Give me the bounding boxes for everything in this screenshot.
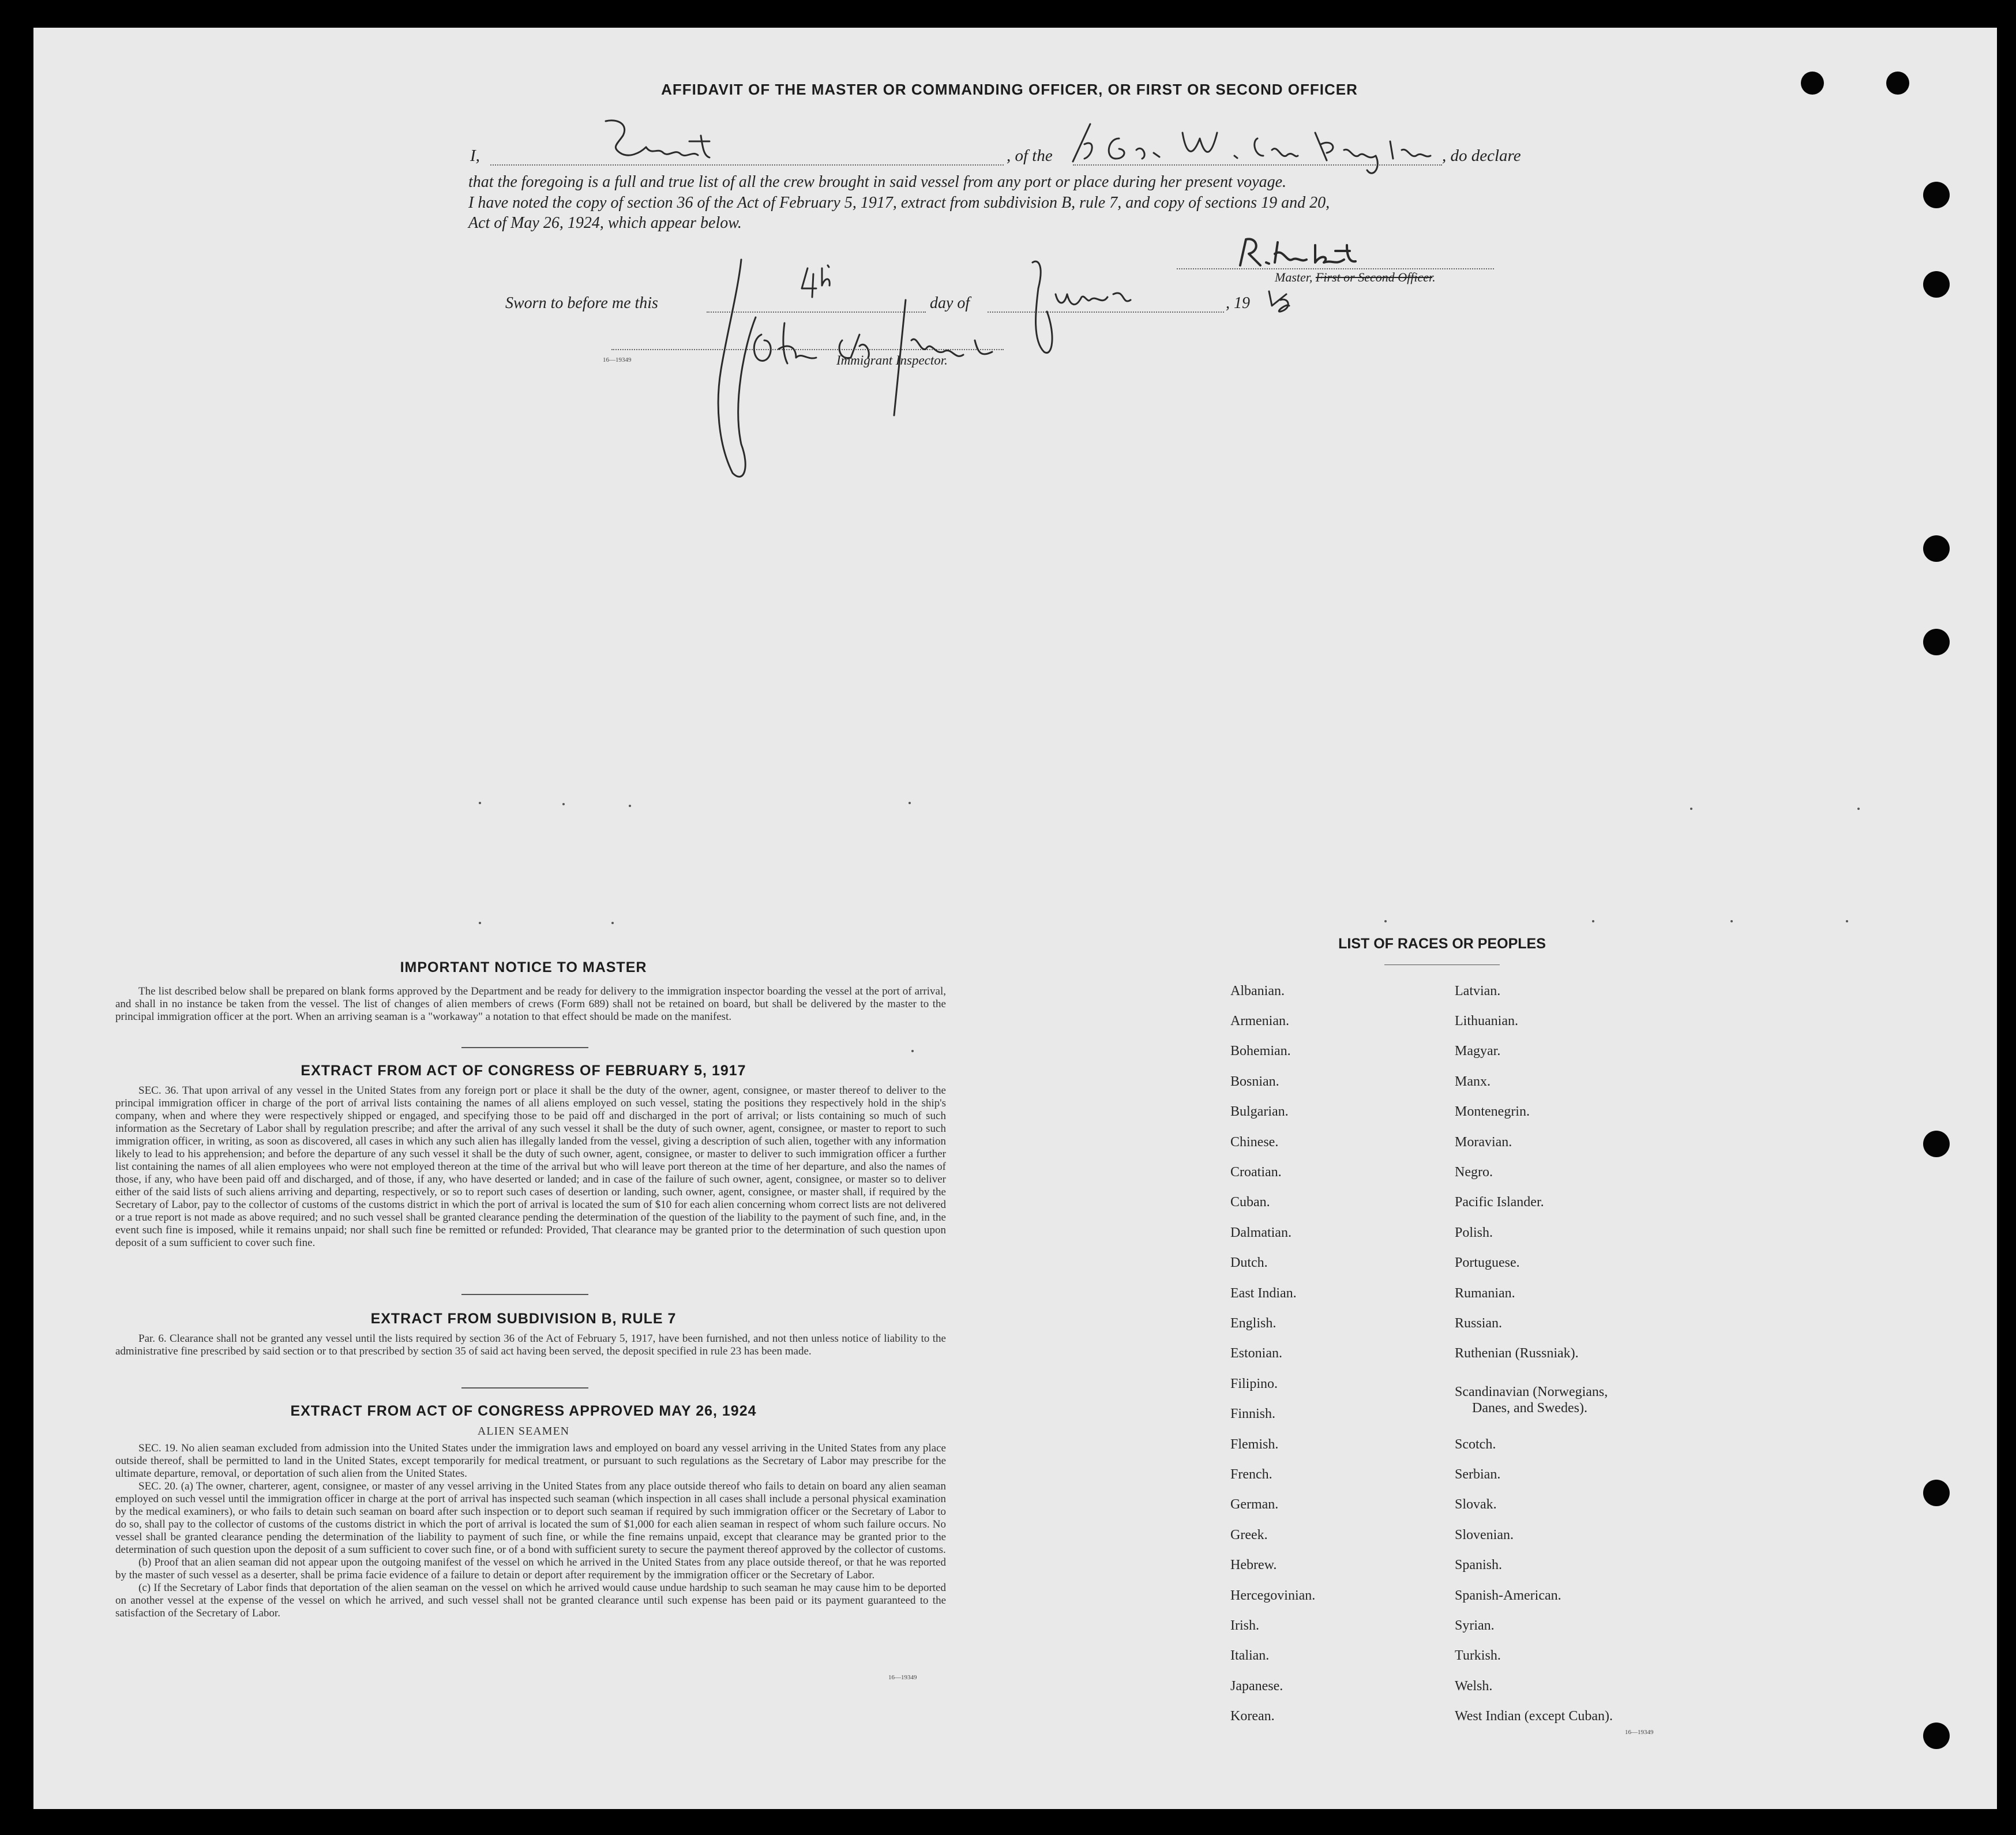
subdivision-b-text: [115, 1333, 946, 1358]
race-item: Slovak.: [1455, 1497, 1497, 1512]
race-item: Portuguese.: [1455, 1255, 1520, 1270]
race-item: Japanese.: [1230, 1679, 1283, 1694]
race-item: Chinese.: [1230, 1135, 1279, 1150]
handwritten-master-entry: [594, 112, 767, 170]
extract-1924-title: EXTRACT FROM ACT OF CONGRESS APPROVED MAY 26, 1924: [290, 1403, 757, 1419]
race-item: Finnish.: [1230, 1406, 1276, 1421]
race-item: Flemish.: [1230, 1437, 1279, 1452]
race-item: German.: [1230, 1497, 1279, 1512]
race-item: Negro.: [1455, 1165, 1493, 1180]
notice-title: IMPORTANT NOTICE TO MASTER: [400, 959, 647, 975]
notice-paragraph: The list described below shall be prepared on blank forms approved by the Department and be ready for delivery to the immigration inspector boarding the vessel at the port of arrival, and shall in no instance be taken from the vessel. The list of changes of alien members of crews (Form 689) shall not be retained on board, but shall be delivered by the master to the principal immigration officer at the port. When an arriving seaman is a "workaway" a notation to that effect should be made on the manifest.: [115, 985, 946, 1023]
race-item: Irish.: [1230, 1618, 1259, 1633]
speck: [1857, 808, 1860, 810]
speck: [479, 922, 481, 924]
sec-20c-paragraph: (c) If the Secretary of Labor finds that deportation of the alien seaman on the vessel on which he arrived would cause undue hardship to such seaman he may cause him to be deported on another vessel at the expense of the vessel on which he arrived, and such vessel shall not be granted clearance until such expense has been paid or its payment guaranteed to the satisfaction of the Secretary of Labor.: [115, 1582, 946, 1619]
notice-text: [115, 985, 946, 1023]
race-item: Hercegovinian.: [1230, 1588, 1316, 1603]
race-item: Bosnian.: [1230, 1074, 1279, 1089]
race-item: Syrian.: [1455, 1618, 1495, 1633]
speck: [911, 1050, 914, 1052]
binder-hole: [1886, 72, 1909, 95]
sec-20b-paragraph: (b) Proof that an alien seaman did not appear upon the outgoing manifest of the vessel on which he arrived in the United States from any place outside thereof, or that he was reported by the master of such vessel as a deserter, shall be prima facie evidence of a failure to detain or deport after requirement by the immigration officer or the Secretary of Labor.: [115, 1556, 946, 1581]
do-declare-label: , do declare: [1442, 147, 1521, 165]
race-item: Dutch.: [1230, 1255, 1268, 1270]
race-item: Scotch.: [1455, 1437, 1496, 1452]
race-item: Russian.: [1455, 1316, 1503, 1331]
race-item: East Indian.: [1230, 1286, 1297, 1301]
race-item: Spanish.: [1455, 1558, 1503, 1573]
speck: [1592, 920, 1594, 922]
handwritten-vessel-name: [1061, 115, 1454, 179]
race-item: Estonian.: [1230, 1346, 1282, 1361]
divider: [461, 1294, 588, 1295]
of-the-label: , of the: [1007, 147, 1053, 165]
day-of-label: day of: [930, 294, 970, 312]
race-item: Scandinavian (Norwegians,: [1455, 1384, 1608, 1399]
race-item: Korean.: [1230, 1709, 1275, 1724]
binder-hole: [1923, 629, 1950, 655]
speck: [1690, 808, 1692, 810]
handwritten-month: [1021, 254, 1136, 369]
sec-20a-paragraph: SEC. 20. (a) The owner, charterer, agent, consignee, or master of any vessel arriving in the United States from any place outside thereof who fails to detain on board any alien seaman employed on such vessel until the immigration officer in charge at the port of arrival has inspected such seaman (which inspection in all cases shall include a personal physical examination by the medical examiners), or who fails to detain such seaman on board after such inspection or to deport such seaman if required by such immigration officer or the Secretary of Labor to do so, shall pay to the collector of customs of the customs district in which the port of arrival is located the sum of $1,000 for each alien seaman in respect of whom such failure occurs. No vessel shall be granted clearance pending the determination of the liability to payment of such fine, or while the fine remains unpaid, except that clearance may be granted prior to the determination of such question upon the deposit of a sum sufficient to cover such fine, or of a bond with sufficient surety to secure the payment thereof approved by the collector of customs.: [115, 1480, 946, 1556]
race-item: Rumanian.: [1455, 1286, 1515, 1301]
race-item: Greek.: [1230, 1528, 1268, 1543]
form-number: 16—19349: [1625, 1729, 1654, 1736]
subdivision-b-title: EXTRACT FROM SUBDIVISION B, RULE 7: [370, 1311, 677, 1327]
race-item: Albanian.: [1230, 984, 1285, 999]
binder-hole: [1923, 1480, 1950, 1506]
race-item: Dalmatian.: [1230, 1225, 1292, 1240]
race-item: English.: [1230, 1316, 1277, 1331]
race-item: Turkish.: [1455, 1648, 1501, 1663]
binder-hole: [1923, 1723, 1950, 1749]
form-number: 16—19349: [888, 1674, 917, 1681]
race-item: Croatian.: [1230, 1165, 1282, 1180]
form-number: 16—19349: [603, 357, 632, 363]
binder-hole: [1923, 535, 1950, 562]
affidavit-line-2: that the foregoing is a full and true list of all the crew brought in said vessel from any port or place during her present voyage.: [468, 173, 1287, 191]
race-item: Lithuanian.: [1455, 1014, 1518, 1029]
year-prefix: , 19: [1226, 294, 1250, 312]
speck: [1846, 920, 1848, 922]
master-signature-caption: Master, First or Second Officer.: [1275, 270, 1436, 284]
inspector-signature: [686, 254, 1009, 485]
race-item: Filipino.: [1230, 1376, 1278, 1391]
affidavit-line-3: I have noted the copy of section 36 of the Act of February 5, 1917, extract from subdivision B, rule 7, and copy of sections 19 and 20,: [468, 194, 1330, 212]
race-item: Manx.: [1455, 1074, 1491, 1089]
race-item: Polish.: [1455, 1225, 1493, 1240]
extract-1917-title: EXTRACT FROM ACT OF CONGRESS OF FEBRUARY 5, 1917: [301, 1063, 746, 1079]
race-item: Moravian.: [1455, 1135, 1512, 1150]
race-item: French.: [1230, 1467, 1272, 1482]
race-item: Welsh.: [1455, 1679, 1493, 1694]
divider: [461, 1047, 588, 1048]
race-item: Danes, and Swedes).: [1472, 1401, 1587, 1416]
race-item: Hebrew.: [1230, 1558, 1277, 1573]
master-signature: [1234, 234, 1396, 274]
race-item: Pacific Islander.: [1455, 1195, 1544, 1210]
speck: [479, 802, 481, 804]
sec-19-paragraph: SEC. 19. No alien seaman excluded from admission into the United States under the immigration laws and employed on board any vessel arriving in the United States from any place outside thereof, shall be permitted to land in the United States, except temporarily for medical treatment, or pursuant to such regulations as the Secretary of Labor may prescribe for the ultimate departure, removal, or deportation of such alien from the United States.: [115, 1442, 946, 1480]
race-item: Bohemian.: [1230, 1044, 1291, 1059]
extract-1924-text: [115, 1442, 946, 1620]
race-item: Slovenian.: [1455, 1528, 1514, 1543]
affidavit-i-label: I,: [470, 147, 480, 165]
binder-hole: [1801, 72, 1824, 95]
section-36-paragraph: SEC. 36. That upon arrival of any vessel in the United States from any foreign port or place it shall be the duty of the owner, agent, consignee, or master thereof to deliver to the principal immigration officer in charge of the port of arrival lists containing the names of all aliens employed on such vessel, stating the positions they respectively hold in the ship's company, when and where they were respectively shipped or engaged, and specifying those to be paid off and discharged in the port of arrival; or lists containing so much of such information as the Secretary of Labor shall by regulation prescribe; and after the arrival of any such vessel it shall be the duty of such owner, agent, consignee, or master to report to such immigration officer, in writing, as soon as discovered, all cases in which any such alien has illegally landed from the vessel, giving a description of such alien, together with any information likely to lead to his apprehension; and before the departure of any such vessel it shall be the duty of such owner, agent, consignee, or master to deliver to such immigration officer a further list containing the names of all alien employees who were not employed thereon at the time of the arrival but who will leave port thereon at the time of her departure, and also the names of those, if any, who have been paid off and discharged, and of those, if any, who have deserted or landed; and in case of the failure of such owner, agent, consignee, or master so to deliver either of the said lists of such aliens arriving and departing, respectively, or so to report such cases of desertion or landing, such owner, agent, consignee, or master shall, if required by the Secretary of Labor, pay to the collector of customs of the customs district in which the port of arrival is located the sum of $10 for each alien concerning whom correct lists are not delivered or a true report is not made as above required; and no such vessel shall be granted clearance pending the determination of the question of the liability to the payment of such fine, and, in the event such fine is imposed, while it remains unpaid; nor shall such fine be remitted or refunded: Provided, That clearance may be granted prior to the determination of such question upon deposit of a sum sufficient to cover such fine.: [115, 1085, 946, 1249]
speck: [908, 802, 911, 804]
binder-hole: [1923, 1131, 1950, 1157]
race-item: Spanish-American.: [1455, 1588, 1561, 1603]
affidavit-line-4: Act of May 26, 1924, which appear below.: [468, 214, 742, 232]
race-item: Montenegrin.: [1455, 1104, 1530, 1119]
speck: [611, 922, 614, 924]
races-title: LIST OF RACES OR PEOPLES: [1338, 936, 1546, 952]
handwritten-year: [1263, 283, 1304, 317]
speck: [629, 805, 631, 807]
race-item: Serbian.: [1455, 1467, 1501, 1482]
race-item: Italian.: [1230, 1648, 1270, 1663]
speck: [562, 803, 565, 805]
affidavit-title: AFFIDAVIT OF THE MASTER OR COMMANDING OFFICER, OR FIRST OR SECOND OFFICER: [661, 81, 1358, 98]
sworn-label: Sworn to before me this: [505, 294, 658, 312]
race-item: Bulgarian.: [1230, 1104, 1289, 1119]
binder-hole: [1923, 182, 1950, 208]
speck: [1384, 920, 1387, 922]
par-6-paragraph: Par. 6. Clearance shall not be granted any vessel until the lists required by section 36 of the Act of February 5, 1917, have been furnished, and not then unless notice of liability to the administrative fine prescribed by said section or to that prescribed by section 35 of said act having been served, the deposit specified in rule 23 has been made.: [115, 1333, 946, 1357]
divider: [461, 1387, 588, 1389]
race-item: Armenian.: [1230, 1014, 1289, 1029]
race-item: Latvian.: [1455, 984, 1501, 999]
extract-1917-text: [115, 1085, 946, 1249]
race-item: West Indian (except Cuban).: [1455, 1709, 1613, 1724]
speck: [1730, 920, 1733, 922]
alien-seamen-subtitle: ALIEN SEAMEN: [477, 1425, 570, 1438]
inspector-caption: Immigrant Inspector.: [836, 353, 948, 367]
binder-hole: [1923, 271, 1950, 298]
race-item: Cuban.: [1230, 1195, 1270, 1210]
race-item: Magyar.: [1455, 1044, 1501, 1059]
race-item: Ruthenian (Russniak).: [1455, 1346, 1579, 1361]
